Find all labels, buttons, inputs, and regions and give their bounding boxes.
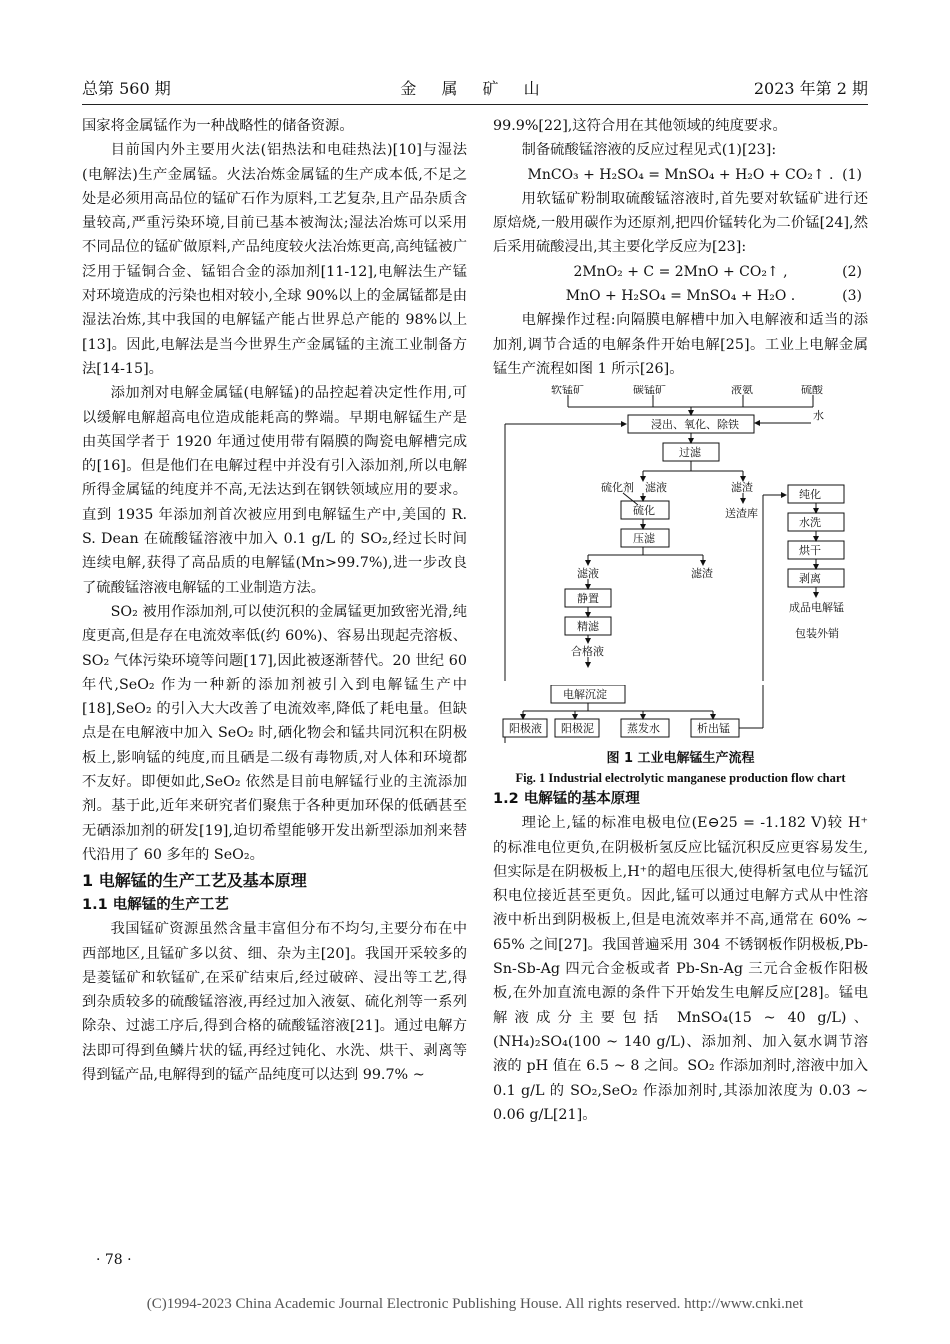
journal-name: 金 属 矿 山 bbox=[400, 79, 550, 98]
paragraph: 制备硫酸锰溶液的反应过程见式(1)[23]: bbox=[521, 142, 777, 159]
flow-label-sulfide: 硫化 bbox=[633, 504, 655, 518]
paragraph: 国家将金属锰作为一种战略性的储备资源。 bbox=[82, 118, 354, 134]
equation-number: (1) bbox=[842, 166, 862, 183]
header-rule bbox=[82, 104, 868, 105]
flow-label-product: 成品电解锰 bbox=[789, 601, 844, 615]
paragraph: SO₂ 被用作添加剂,可以使沉积的金属锰更加致密光滑,纯度更高,但是存在电流效率低(约 60%)、容易出现起壳溶板、SO₂ 气体污染环境等问题[17],因此被逐渐替代。20 世纪 60 年代,SeO₂ 作为一种新的添加剂被引入到电解锰生产中[18],SeO₂ 的引入大大改善了电流效率,降低了耗电量。但缺点是在电解液中加入 SeO₂ 时,硒化物会和锰共同沉积在阴极板上,影响锰的纯度,而且硒是二级有毒物质,对人体和环境都不友好。即便如此,SeO₂ 依然是目前电解锰行业的主流添加剂。基于此,近年来研究者们聚焦于各种更加环保的低硒甚至无硒添加剂的研发[19],迫切希望能够开发出新型添加剂来替代沿用了 60 多年的 SeO₂。 bbox=[82, 603, 467, 863]
flow-label-raw1: 软锰矿 bbox=[551, 385, 584, 397]
issue-date: 2023 年第 2 期 bbox=[753, 79, 868, 98]
section-heading: 1 电解锰的生产工艺及基本原理 bbox=[82, 871, 307, 891]
subsection-heading: 1.1 电解锰的生产工艺 bbox=[82, 897, 229, 914]
paragraph: 添加剂对电解金属锰(电解锰)的品控起着决定性作用,可以缓解电解超高电位造成能耗高的弊端。早期电解锰生产是由英国学者于 1920 年通过使用带有隔膜的陶瓷电解槽完成的[16]。但是他们在电解过程中并没有引入添加剂,所以电解所得金属锰的纯度并不高,无法达到在钢铁领域应用的要求。直到 1935 年添加剂首次被应用到电解锰生产中,美国的 R. S. Dean 在硫酸锰溶液中加入 0.1 g/L 的 SO₂,经过长时间连续电解,获得了高品质的电解锰(Mn>99.7%),进一步改良了硫酸锰溶液电解锰的工业制造方法。 bbox=[82, 385, 467, 596]
right-column bbox=[493, 114, 868, 1127]
figure-caption-cn: 图 1 工业电解锰生产流程 bbox=[606, 751, 755, 767]
paragraph: 目前国内外主要用火法(铝热法和电硅热法)[10]与湿法(电解法)生产金属锰。火法冶炼金属锰的生产成本低,不足之处是必须用高品位的锰矿石作为原料,工艺复杂,且产品杂质含量较高,严重污染环境,目前已基本被淘汰;湿法冶炼可以采用不同品位的锰矿做原料,产品纯度较火法冶炼更高,高纯锰被广泛用于锰铜合金、锰铝合金的添加剂[11-12],电解法生产锰对环境造成的污染也相对较小,全球 90%以上的金属锰都是由湿法冶炼,其中我国的电解锰产能占世界总产能的 98%以上[13]。因此,电解法是当今世界生产金属锰的主流工业制备方法[14-15]。 bbox=[82, 142, 467, 377]
figure-caption-en: Fig. 1 Industrial electrolytic manganese production flow chart bbox=[515, 771, 846, 786]
flow-label-dry: 烘干 bbox=[799, 544, 821, 558]
flow-label-leach: 浸出、氧化、除铁 bbox=[651, 418, 739, 432]
subsection-heading: 1.2 电解锰的基本原理 bbox=[493, 791, 640, 808]
equation-number: (2) bbox=[842, 263, 862, 280]
flow-label-qualified: 合格液 bbox=[571, 645, 604, 659]
paragraph: 用软锰矿粉制取硫酸锰溶液时,首先要对软锰矿进行还原焙烧,一般用碳作为还原剂,把四价锰转化为二价锰[24],然后采用硫酸浸出,其主要化学反应为[23]: bbox=[493, 190, 868, 256]
paragraph: 99.9%[22],这符合用在其他领域的纯度要求。 bbox=[493, 118, 787, 134]
equation-number: (3) bbox=[842, 288, 862, 305]
flow-label-out3: 蒸发水 bbox=[627, 722, 660, 736]
flow-label-pack: 包装外销 bbox=[795, 627, 839, 641]
flow-label-raw4: 硫酸 bbox=[801, 385, 823, 397]
equation-text: 2MnO₂ + C = 2MnO + CO₂↑ , bbox=[573, 263, 788, 280]
flow-label-filter: 过滤 bbox=[679, 446, 701, 460]
flow-label-filtrate2: 滤液 bbox=[577, 567, 599, 581]
flow-label-passivate: 纯化 bbox=[799, 488, 821, 502]
flow-label-strip: 剥离 bbox=[799, 572, 821, 586]
flow-label-sulfide-agent: 硫化剂 bbox=[601, 481, 634, 495]
flow-label-raw3: 液氨 bbox=[731, 385, 753, 397]
equation-1 bbox=[493, 163, 868, 187]
flow-label-residue1: 滤渣 bbox=[731, 481, 753, 495]
paragraph: 我国锰矿资源虽然含量丰富但分布不均匀,主要分布在中西部地区,且锰矿多以贫、细、杂为主[20]。我国开采较多的是菱锰矿和软锰矿,在采矿结束后,经过破碎、浸出等工艺,得到杂质较多的硫酸锰溶液,再经过加入液氨、硫化剂等一系列除杂、过滤工序后,得到合格的硫酸锰溶液[21]。通过电解方法即可得到鱼鳞片状的锰,再经过钝化、水洗、烘干、剥离等得到锰产品,电解得到的锰产品纯度可以达到 99.7% ~ bbox=[82, 921, 467, 1083]
equation-text: MnCO₃ + H₂SO₄ = MnSO₄ + H₂O + CO₂↑ . bbox=[527, 166, 834, 183]
copyright-footer: (C)1994-2023 China Academic Journal Electronic Publishing House. All rights reserved. http://www.cnki.net bbox=[146, 1296, 804, 1312]
flow-label-raw2: 碳锰矿 bbox=[633, 385, 666, 397]
equation-2 bbox=[493, 260, 868, 284]
paragraph: 电解操作过程:向隔膜电解槽中加入电解液和适当的添加剂,调节合适的电解条件开始电解[25]。工业上电解金属锰生产流程如图 1 所示[26]。 bbox=[493, 312, 868, 377]
flow-label-out4: 析出锰 bbox=[697, 722, 730, 736]
flow-label-residue2: 滤渣 bbox=[691, 567, 713, 581]
flow-label-wash: 水洗 bbox=[799, 516, 821, 530]
flow-label-press: 压滤 bbox=[633, 532, 655, 546]
flow-label-water: 水 bbox=[813, 409, 824, 423]
equation-3 bbox=[493, 284, 868, 308]
flow-label-out1: 阳极液 bbox=[509, 722, 542, 736]
flow-label-to-residue: 送渣库 bbox=[725, 507, 758, 521]
issue-number: 总第 560 期 bbox=[82, 79, 171, 98]
flow-label-filtrate1: 滤液 bbox=[645, 481, 667, 495]
flow-label-fine-filter: 精滤 bbox=[577, 620, 599, 634]
flow-label-out2: 阳极泥 bbox=[561, 722, 594, 736]
left-column bbox=[82, 114, 467, 1087]
paragraph: 理论上,锰的标准电极电位(E⊖25 = -1.182 V)较 H⁺的标准电位更负,在阴极析氢反应比锰沉积反应更容易发生,但实际是在阴极板上,H⁺的超电压很大,使得析氢电位与锰沉积电位接近甚至更负。因此,锰可以通过电解方式从中性溶液中析出到阴极板上,但是电流效率并不高,通常在 60% ~ 65% 之间[27]。我国普遍采用 304 不锈钢板作阴极板,Pb-Sn-Sb-Ag 四元合金板或者 Pb-Sn-Ag 三元合金板作阳极板,在外加直流电源的条件下开始发生电解反应[28]。锰电解液成分主要包括 MnSO₄(15 ~ 40 g/L)、(NH₄)₂SO₄(100 ~ 140 g/L)、添加剂、加入氨水调节溶液的 pH 值在 6.5 ~ 8 之间。SO₂ 作添加剂时,溶液中加入 0.1 g/L 的 SO₂,SeO₂ 作添加剂时,其添加浓度为 0.03 ~ 0.06 g/L[21]。 bbox=[493, 815, 868, 1123]
flow-chart-bottom-svg bbox=[493, 685, 868, 745]
flow-chart-svg bbox=[493, 385, 868, 685]
page-header bbox=[82, 76, 868, 100]
flow-label-settle: 静置 bbox=[577, 592, 599, 606]
flow-chart-bottom bbox=[493, 685, 868, 745]
flow-label-electro: 电解沉淀 bbox=[563, 688, 607, 702]
equation-text: MnO + H₂SO₄ = MnSO₄ + H₂O . bbox=[565, 288, 796, 305]
flow-chart bbox=[493, 385, 868, 685]
page-number: · 78 · bbox=[96, 1252, 132, 1268]
